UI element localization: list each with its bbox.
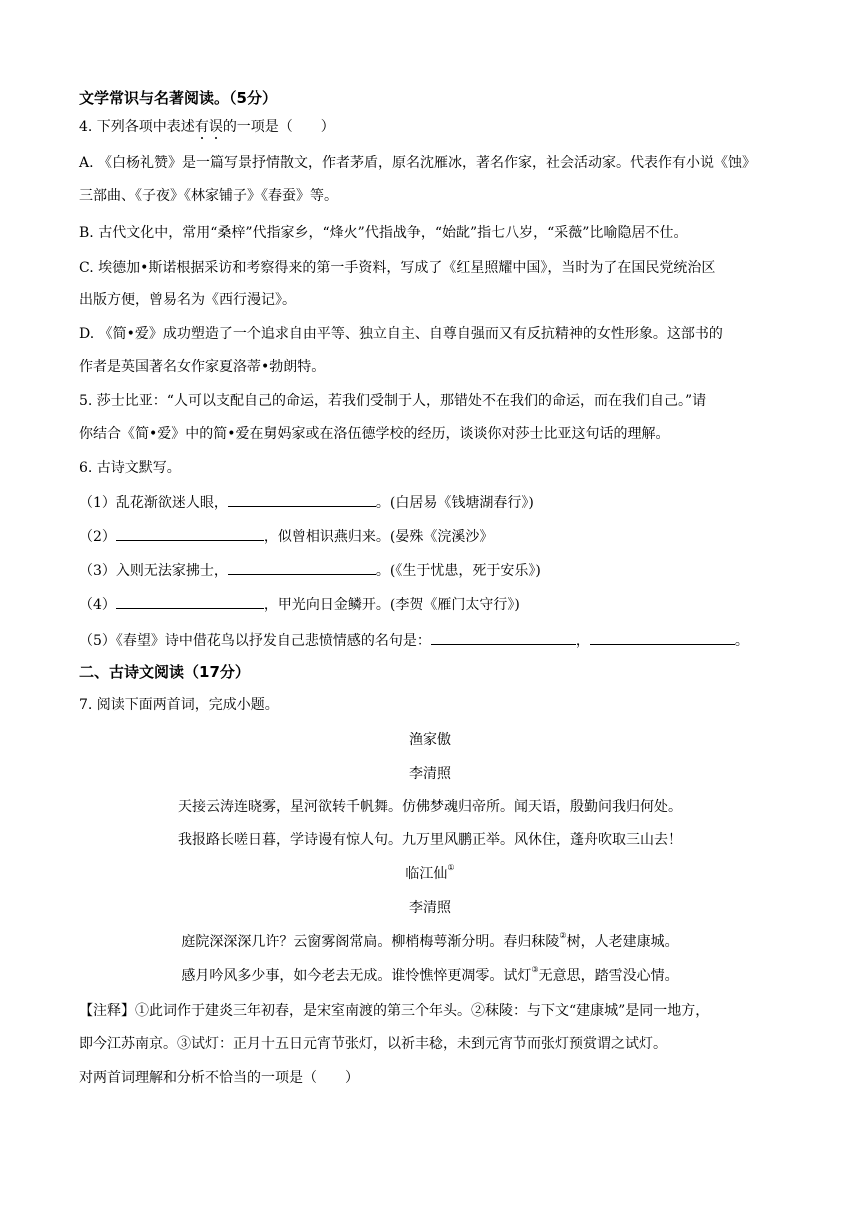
poem-2-line-2-b: 无意思，踏雪没心情。 (538, 968, 679, 984)
poem-2-line-2 (0, 966, 860, 986)
poem-2-title-text: 临江仙 (405, 866, 448, 882)
q6-item-3-source: 。(《生于忧患，死于安乐》) (375, 563, 541, 579)
answer-blank[interactable] (116, 594, 264, 609)
q6-item-1-text: （1）乱花渐欲迷人眼， (79, 495, 228, 511)
q6-item-5-end: 。 (734, 633, 749, 649)
answer-blank[interactable] (228, 560, 376, 575)
answer-blank[interactable] (431, 630, 576, 645)
q4-option-b: B. 古代文化中，常用“桑梓”代指家乡，“烽火”代指战争，“始龀”指七八岁，“采薇”比喻隐居不仕。 (79, 225, 688, 241)
q6-item-1 (79, 492, 820, 513)
question-4-stem (79, 117, 820, 137)
q6-item-5-text: （5）《春望》诗中借花鸟以抒发自己悲愤情感的名句是： (79, 633, 431, 649)
q4-prefix: 4. 下列各项中表述 (79, 119, 195, 135)
q4-option-d-line1: D. 《简•爱》成功塑造了一个追求自由平等、独立自主、自尊自强而又有反抗精神的女性形象。这部书的 (79, 326, 723, 342)
q6-item-4-text: ，甲光向日金鳞开。(李贺《雁门太守行》) (263, 597, 520, 613)
poem-1-author: 李清照 (409, 766, 451, 782)
annotation-line-2: 即今江苏南京。③试灯：正月十五日元宵节张灯，以祈丰稔，未到元宵节而张灯预赏谓之试灯。 (79, 1036, 667, 1052)
footnote-marker: ② (559, 931, 567, 940)
q4-option-c-line1: C. 埃德加•斯诺根据采访和考察得来的第一手资料，写成了《红星照耀中国》，当时为了在国民党统治区 (79, 260, 716, 276)
answer-blank[interactable] (228, 492, 376, 507)
q4-suffix: 的一项是（ ） (222, 119, 335, 135)
poem-1-title: 渔家傲 (409, 732, 451, 748)
q6-item-3 (79, 560, 820, 581)
poem-2-line-2-a: 感月吟风多少事，如今老去无成。谁怜憔悴更凋零。试灯 (181, 968, 532, 984)
poem-2-line-1-b: 树，人老建康城。 (566, 934, 679, 950)
q4-option-a-line2: 三部曲、《子夜》《林家铺子》《春蚕》等。 (79, 188, 338, 204)
q6-item-2 (79, 526, 820, 547)
answer-blank[interactable] (590, 630, 735, 645)
q6-item-4 (79, 594, 820, 615)
poem-2-line-1-a: 庭院深深深几许？云窗雾阁常扃。柳梢梅萼渐分明。春归秣陵 (181, 934, 560, 950)
poem-2-title (0, 864, 860, 884)
question-6-title: 6. 古诗文默写。 (79, 460, 181, 476)
question-5-line1: 5. 莎士比亚：“人可以支配自己的命运，若我们受制于人，那错处不在我们的命运，而在我们自己。”请 (79, 393, 707, 409)
section-heading-literature: 文学常识与名著阅读。（5分） (79, 89, 277, 107)
q6-item-2-text: ，似曾相识燕归来。(晏殊《浣溪沙》 (263, 529, 494, 545)
q6-item-4-number: （4） (79, 597, 116, 613)
q6-item-5 (79, 630, 820, 651)
poem-2-line-1 (0, 932, 860, 952)
poem-1-line-1: 天接云涛连晓雾，星河欲转千帆舞。仿佛梦魂归帝所。闻天语，殷勤问我归何处。 (178, 799, 682, 815)
question-5-line2: 你结合《简•爱》中的简•爱在舅妈家或在洛伍德学校的经历，谈谈你对莎士比亚这句话的理解。 (79, 426, 670, 442)
question-7-stem: 对两首词理解和分析不恰当的一项是（ ） (79, 1070, 359, 1086)
footnote-marker: ③ (531, 965, 539, 974)
q6-item-5-comma: ， (575, 633, 590, 649)
q6-item-2-number: （2） (79, 529, 116, 545)
q6-item-3-text: （3）入则无法家拂士， (79, 563, 228, 579)
q4-option-d-line2: 作者是英国著名女作家夏洛蒂•勃朗特。 (79, 359, 326, 375)
footnote-marker: ① (447, 863, 455, 872)
q4-emphasis-2: 误 (208, 119, 223, 135)
q4-emphasis-1: 有 (194, 119, 209, 135)
q4-option-a-line1: A. 《白杨礼赞》是一篇写景抒情散文，作者茅盾，原名沈雁冰，著名作家，社会活动家。代表作有小说《蚀》 (79, 155, 757, 171)
poem-1-line-2: 我报路长嗟日暮，学诗谩有惊人句。九万里风鹏正举。风休住，蓬舟吹取三山去！ (178, 832, 682, 848)
question-7-title: 7. 阅读下面两首词，完成小题。 (79, 697, 279, 713)
section-heading-poetry: 二、古诗文阅读（17分） (79, 663, 250, 681)
q6-item-1-source: 。(白居易《钱塘湖春行》) (375, 495, 534, 511)
answer-blank[interactable] (116, 526, 264, 541)
annotation-line-1: 【注释】①此词作于建炎三年初春，是宋室南渡的第三个年头。②秣陵：与下文“建康城”是同一地方， (79, 1003, 710, 1019)
q4-option-c-line2: 出版方便，曾易名为《西行漫记》。 (79, 292, 296, 308)
poem-2-author: 李清照 (409, 900, 451, 916)
